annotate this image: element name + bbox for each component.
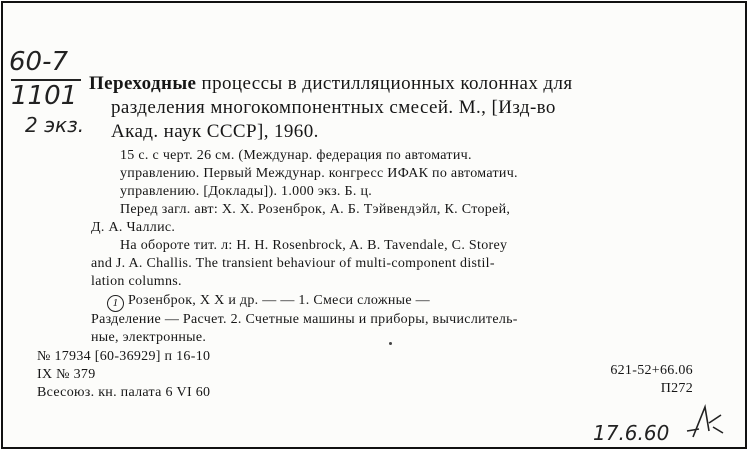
subject-line-1 [107, 293, 430, 312]
footer-left-line-2: IX № 379 [37, 367, 96, 382]
body-line-3: управлению. [Доклады]). 1.000 экз. Б. ц. [120, 184, 373, 199]
body-line-4: Перед загл. авт: Х. Х. Розенброк, А. Б. Тэйвендэйл, К. Сторей, [120, 202, 511, 217]
handwritten-copies-note: 2 экз. [25, 113, 85, 137]
handwritten-initials-signature [683, 401, 727, 441]
title-heading-word: Переходные [89, 73, 197, 94]
body-line-7: and J. A. Challis. The transient behaviour of multi-component distil- [91, 256, 495, 271]
title-rest: процессы в дистилляционных колоннах для [196, 73, 573, 94]
classification-code: 621-52+66.06 [610, 363, 693, 378]
subject-line-2: Разделение — Расчет. 2. Счетные машины и приборы, вычислитель- [91, 312, 518, 327]
record-title-line-3: Акад. наук СССР], 1960. [111, 121, 319, 142]
subject-text-1: Розенброк, Х Х и др. — — 1. Смеси сложные — [128, 293, 430, 308]
body-line-8: lation columns. [91, 274, 182, 289]
body-line-1: 15 с. с черт. 26 см. (Междунар. федерация по автоматич. [120, 148, 472, 163]
body-line-6: На обороте тит. л: H. H. Rosenbrock, A. B. Tavendale, C. Storey [120, 238, 508, 253]
handwritten-shelfmark-top: 60-7 [9, 47, 69, 77]
footer-left-line-1: № 17934 [60-36929] п 16-10 [37, 349, 211, 364]
footer-left-line-3: Всесоюз. кн. палата 6 VI 60 [37, 385, 211, 400]
handwritten-shelfmark-mid: 1101 [11, 81, 78, 111]
catalog-card [1, 1, 747, 449]
circled-number-marker: 1 [107, 295, 124, 312]
body-line-2: управлению. Первый Междунар. конгресс ИФАК по автоматич. [120, 166, 518, 181]
record-title-line-2: разделения многокомпонентных смесей. М., [Изд-во [111, 97, 556, 118]
shelf-code: П272 [660, 381, 693, 396]
subject-line-3: ные, электронные. [91, 330, 207, 345]
stray-dot [389, 342, 392, 345]
record-title-line-1 [89, 73, 573, 95]
handwritten-date: 17.6.60 [593, 421, 670, 445]
body-line-5: Д. А. Чаллис. [91, 220, 176, 235]
